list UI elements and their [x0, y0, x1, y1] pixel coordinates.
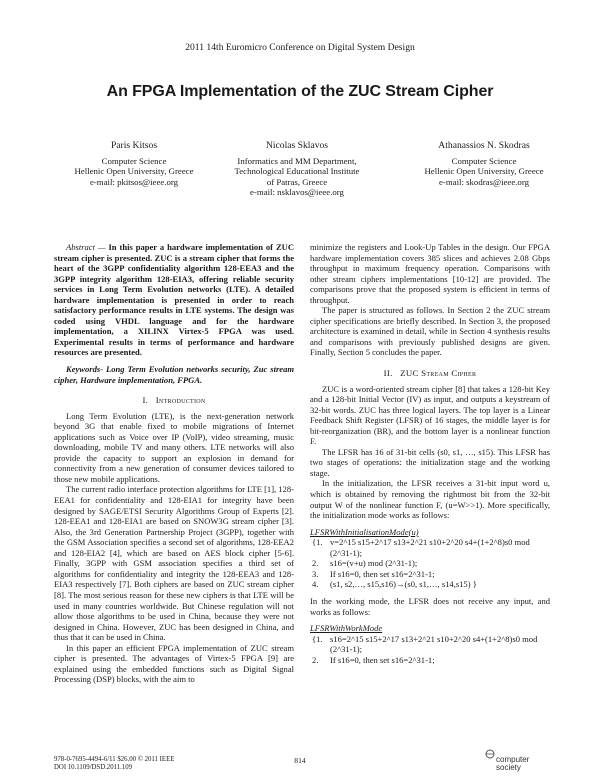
abstract-lead: Abstract —	[66, 242, 106, 252]
author-affiliation: Technological Educational Institute	[234, 166, 360, 177]
author-name: Athanassios N. Skodras	[438, 140, 530, 151]
section-number: II.	[383, 368, 393, 379]
algorithm-line	[310, 569, 550, 580]
line-number: 4.	[312, 579, 319, 590]
section-number: I.	[142, 395, 149, 406]
line-number: {1.	[312, 633, 323, 644]
algorithm-title: LFSRWithWorkMode	[310, 623, 383, 634]
paragraph: ZUC is a word-oriented stream cipher [8] that takes a 128-bit Key and a 128-bit Initial Vector (IV) as input, and outputs a keystream of 32-bit words. ZUC has three logical layers. The top layer is a Linear Feedback Shift Register (LFSR) of 16 stages, the middle layer is for bit-reorganization (BR), and the bottom layer is a nonlinear function F.	[310, 383, 550, 447]
author-email: e-mail: nsklavos@ieee.org	[250, 187, 344, 198]
author-affiliation: Informatics and MM Department,	[237, 155, 357, 166]
author-block	[204, 141, 390, 198]
computer-society-logo	[484, 748, 554, 772]
paragraph: minimize the registers and Look-Up Tables in the design. Our FPGA hardware implementation covers 385 slices and achieves 2.08 Gbps throughput in maximum frequency operation. Comparisons with other stream ciphers implementations [10-12] are provided. The comparisons prove that the proposed system is efficient in terms of throughput.	[310, 242, 550, 305]
right-column	[310, 242, 550, 665]
author-block	[54, 141, 214, 187]
algorithm-line	[310, 558, 550, 569]
paragraph: The paper is structured as follows. In Section 2 the ZUC stream cipher specifications are briefly described. In Section 3, the proposed architecture is examined in detail, while in Section 4 synthesis results and comparisons with previously published designs are given. Finally, Section 5 concludes the paper.	[310, 305, 550, 358]
paragraph: The LFSR has 16 of 31-bit cells (s0, s1, …, s15). This LFSR has two stages of operations: the initialization stage and the working stage.	[310, 446, 550, 478]
paragraph: Long Term Evolution (LTE), is the next-generation network beyond 3G that enable fixed to mobile migrations of Internet applications such as Voice over IP (VoIP), video streaming, music downloading, mobile TV and many others. LTE networks will also provide the capacity to support an explosion in demand for connectivity from a new generation of consumer devices tailored to those new mobile applications.	[54, 410, 294, 484]
author-name: Paris Kitsos	[110, 140, 158, 151]
line-number: 3.	[312, 568, 319, 579]
section-heading	[310, 368, 550, 379]
algorithm-line	[310, 634, 550, 655]
paragraph: In the initialization, the LFSR receives a 31-bit input word u, which is obtained by removing the rightmost bit from the 32-bit output W of the nonlinear function F, (u=W>>1). More specifically, the initialization mode works as follows:	[310, 478, 550, 521]
line-text: v=2^15 s15+2^17 s13+2^21 s10+2^20 s4+(1+2^8)s0 mod (2^31-1);	[330, 537, 530, 558]
algorithm-line	[310, 579, 550, 590]
conference-header: 2011 14th Euromicro Conference on Digital System Design	[185, 42, 415, 53]
left-column	[54, 242, 294, 685]
doi-line: DOI 10.1109/DSD.2011.109	[54, 764, 133, 772]
line-text: s16=2^15 s15+2^17 s13+2^21 s10+2^20 s4+(1+2^8)s0 mod (2^31-1);	[330, 633, 538, 655]
author-name: Nicolas Sklavos	[265, 140, 329, 151]
author-affiliation: Computer Science	[451, 155, 517, 166]
computer-society-icon	[484, 748, 496, 760]
page-number: 814	[294, 756, 306, 765]
paper-title: An FPGA Implementation of the ZUC Stream Cipher	[106, 83, 494, 100]
author-affiliation: of Patras, Greece	[266, 176, 328, 187]
author-affiliation: Hellenic Open University, Greece	[424, 166, 544, 177]
line-number: 2.	[312, 558, 319, 569]
isbn-line: 978-0-7695-4494-6/11 $26.00 © 2011 IEEE	[54, 756, 175, 763]
author-email: e-mail: skodras@ieee.org	[438, 176, 529, 187]
line-text: s16=(v+u) mod (2^31-1);	[330, 558, 418, 569]
author-email: e-mail: pkitsos@ieee.org	[89, 176, 179, 187]
line-number: {1.	[312, 537, 323, 548]
section-heading	[54, 395, 294, 406]
paragraph: In the working mode, the LFSR does not receive any input, and works as follows:	[310, 595, 550, 617]
author-affiliation: Hellenic Open University, Greece	[74, 166, 194, 177]
line-text: If s16=0, then set s16=2^31-1;	[330, 568, 435, 579]
algorithm-line	[310, 537, 550, 558]
section-title: Introduction	[155, 395, 206, 406]
author-affiliation: Computer Science	[101, 155, 167, 166]
paragraph: In this paper an efficient FPGA implementation of ZUC stream cipher is presented. The advantages of Virtex-5 FPGA [9] are explained using the embedded functions such as Digital Signal Processing (DSP) blocks, with the aim to	[54, 642, 294, 685]
line-text: (s1, s2,…, s15,s16)→(s0, s1,…, s14,s15) }	[330, 579, 477, 590]
author-block	[396, 141, 572, 187]
abstract	[54, 242, 294, 358]
paragraph: The current radio interface protection algorithms for LTE [1], 128-EEA1 for confidentiality and 128-EIA1 for integrity have been designed by SAGE/ETSI Security Algorithms Group of Experts [2]. 128-EEA1 and 128-EIA1 are based on SNOW3G stream cipher [3]. Also, the 3rd Generation Partnership Project (3GPP), together with the GSM Association specifies a second set of algorithms, 128-EEA2 and 128-EIA2 [4], which are based on AES block cipher [5-6]. Finally, 3GPP with GSM association specifies a third set of algorithms for confidentiality and integrity the 128-EEA3 and 128-EIA3 respectively [7]. Both ciphers are based on ZUC stream cipher [8]. The most serious reason for these new ciphers is that LTE will be used in many countries worldwide. But Chinese regulation will not allow those algorithms to be used in China, because they were not designed in China. However, ZUC has been designed in China, and thus that it can be used in China.	[54, 484, 294, 643]
line-number: 2.	[312, 654, 319, 665]
logo-text: computer society	[496, 755, 530, 772]
abstract-text: In this paper a hardware implementation of ZUC stream cipher is presented. ZUC is a stream cipher that forms the heart of the 3GPP confidentiality algorithm 128-EEA3 and the 3GPP integrity algorithm 128-EIA3, offering reliable security services in Long Term Evolution networks (LTE). A detailed hardware implementation is presented in order to reach satisfactory performance results in LTE systems. The design was coded using VHDL language and for the hardware implementation, a XILINX Virtex-5 FPGA was used. Experimental results in terms of performance and hardware resources are presented.	[54, 242, 294, 358]
line-text: If s16=0, then set s16=2^31-1;	[330, 654, 435, 665]
section-title: ZUC Stream Cipher	[400, 368, 477, 379]
keywords: Keywords- Long Term Evolution networks security, Zuc stream cipher, Hardware implementation, FPGA.	[54, 364, 294, 385]
algorithm-title: LFSRWithInitialisationMode(u)	[310, 526, 419, 537]
algorithm-line	[310, 655, 550, 666]
